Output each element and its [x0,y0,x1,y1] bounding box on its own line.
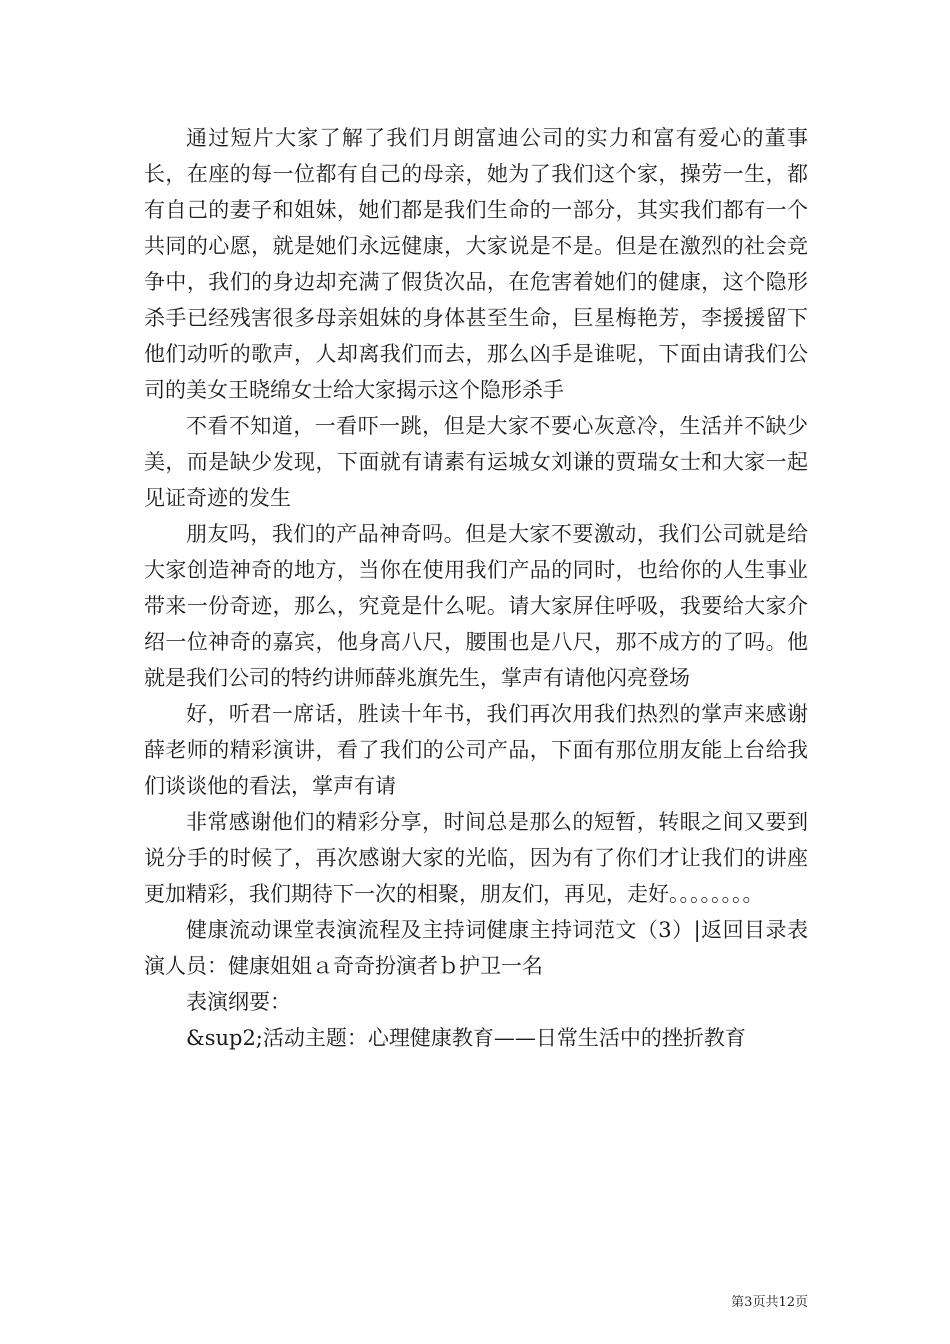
page-number-footer: 第3页共12页 [731,1295,808,1310]
paragraph-farewell: 非常感谢他们的精彩分享，时间总是那么的短暂，转眼之间又要到说分手的时候了，再次感谢大家的光临，因为有了你们才让我们的讲座更加精彩，我们期待下一次的相聚，朋友们，再见，走好。。。。。。。。 [144,810,808,906]
paragraph-surprise: 不看不知道，一看吓一跳，但是大家不要心灰意冷，生活并不缺少美，而是缺少发现，下面就有请素有运城女刘谦的贾瑞女士和大家一起见证奇迹的发生 [144,414,808,510]
document-body [144,120,808,1056]
paragraph-thanks-speaker: 好，听君一席话，胜读十年书，我们再次用我们热烈的掌声来感谢薛老师的精彩演讲，看了我们的公司产品，下面有那位朋友能上台给我们谈谈他的看法，掌声有请 [144,702,808,798]
paragraph-section-title: 健康流动课堂表演流程及主持词健康主持词范文（3）|返回目录表演人员：健康姐姐ａ奇奇扮演者ｂ护卫一名 [144,918,808,978]
paragraph-intro: 通过短片大家了解了我们月朗富迪公司的实力和富有爱心的董事长，在座的每一位都有自己的母亲，她为了我们这个家，操劳一生，都有自己的妻子和姐妹，她们都是我们生命的一部分，其实我们都有一个共同的心愿，就是她们永远健康，大家说是不是。但是在激烈的社会竞争中，我们的身边却充满了假货次品，在危害着她们的健康，这个隐形杀手已经残害很多母亲姐妹的身体甚至生命，巨星梅艳芳，李援援留下他们动听的歌声，人却离我们而去，那么凶手是谁呢，下面由请我们公司的美女王晓绵女士给大家揭示这个隐形杀手 [144,126,808,402]
paragraph-activity-theme: &sup2;活动主题：心理健康教育——日常生活中的挫折教育 [186,1026,746,1050]
paragraph-products: 朋友吗，我们的产品神奇吗。但是大家不要激动，我们公司就是给大家创造神奇的地方，当你在使用我们产品的同时，也给你的人生事业带来一份奇迹，那么，究竟是什么呢。请大家屏住呼吸，我要给大家介绍一位神奇的嘉宾，他身高八尺，腰围也是八尺，那不成方的了吗。他就是我们公司的特约讲师薛兆旗先生，掌声有请他闪亮登场 [144,522,808,690]
paragraph-outline-label: 表演纲要： [186,990,291,1014]
